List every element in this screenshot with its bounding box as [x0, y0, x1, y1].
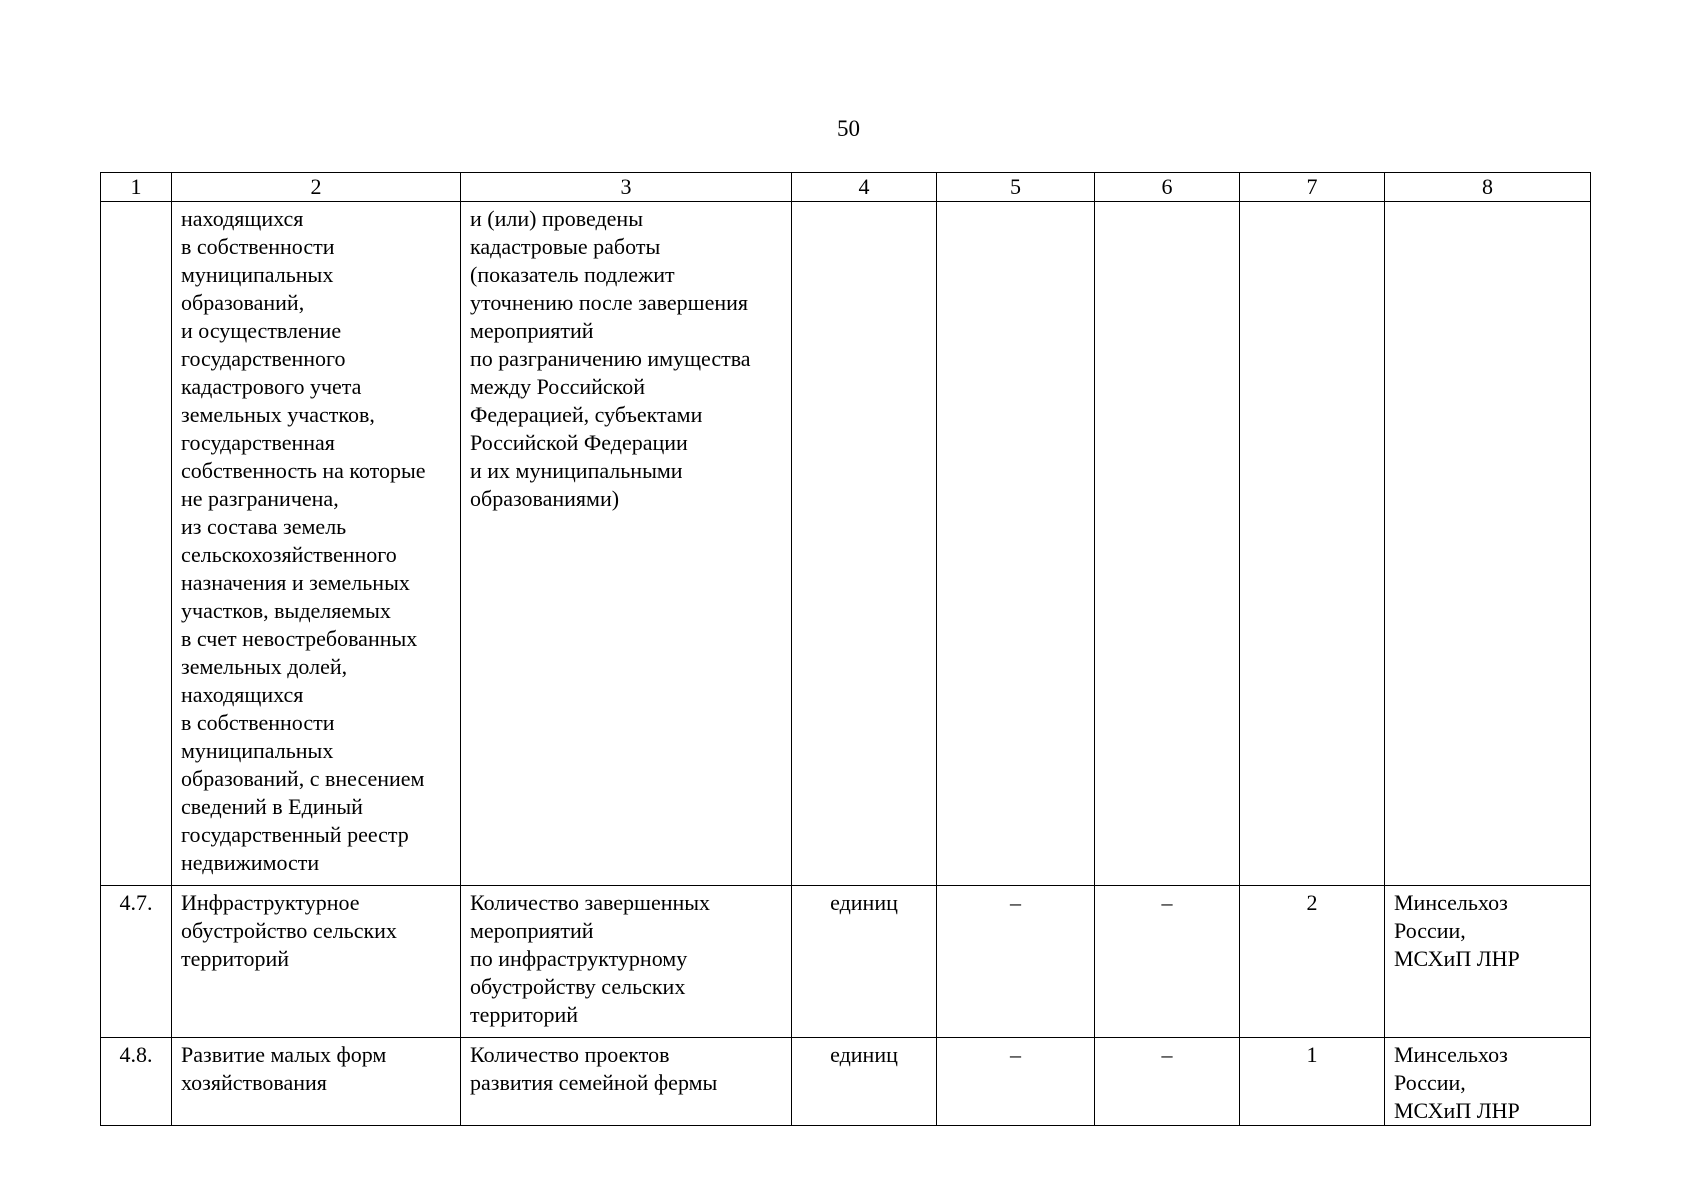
cell-responsible: Минсельхоз России, МСХиП ЛНР [1385, 1038, 1591, 1126]
indicators-table [100, 172, 1591, 1126]
cell-col6: – [1095, 886, 1240, 1038]
cell-unit [792, 202, 937, 886]
column-header-8: 8 [1385, 173, 1591, 202]
table-row [101, 1038, 1591, 1126]
page-number: 50 [837, 116, 860, 141]
cell-responsible: Минсельхоз России, МСХиП ЛНР [1385, 886, 1591, 1038]
cell-col5: – [937, 886, 1095, 1038]
cell-indicator: и (или) проведены кадастровые работы (показатель подлежит уточнению после завершения мероприятий по разграничению имущества между Российской Федерацией, субъектами Российской Федерации и их муниципальными образованиями) [461, 202, 792, 886]
cell-col7: 1 [1240, 1038, 1385, 1126]
cell-col7 [1240, 202, 1385, 886]
cell-col7: 2 [1240, 886, 1385, 1038]
column-header-7: 7 [1240, 173, 1385, 202]
column-header-2: 2 [172, 173, 461, 202]
cell-number: 4.7. [101, 886, 172, 1038]
cell-number [101, 202, 172, 886]
table-row [101, 886, 1591, 1038]
cell-event-name: находящихся в собственности муниципальных образований, и осуществление государственного кадастрового учета земельных участков, государственная собственность на которые не разграничена, из состава земель сельскохозяйственного назначения и земельных участков, выделяемых в счет невостребованных земельных долей, находящихся в собственности муниципальных образований, с внесением сведений в Единый государственный реестр недвижимости [172, 202, 461, 886]
cell-number: 4.8. [101, 1038, 172, 1126]
cell-event-name: Развитие малых форм хозяйствования [172, 1038, 461, 1126]
column-header-3: 3 [461, 173, 792, 202]
cell-unit: единиц [792, 886, 937, 1038]
cell-col6: – [1095, 1038, 1240, 1126]
column-header-5: 5 [937, 173, 1095, 202]
cell-indicator: Количество проектов развития семейной фермы [461, 1038, 792, 1126]
cell-col5: – [937, 1038, 1095, 1126]
cell-col5 [937, 202, 1095, 886]
column-number-header-row [101, 173, 1591, 202]
cell-event-name: Инфраструктурное обустройство сельских территорий [172, 886, 461, 1038]
column-header-6: 6 [1095, 173, 1240, 202]
cell-col6 [1095, 202, 1240, 886]
cell-responsible [1385, 202, 1591, 886]
cell-unit: единиц [792, 1038, 937, 1126]
table-row-continuation [101, 202, 1591, 886]
column-header-4: 4 [792, 173, 937, 202]
cell-indicator: Количество завершенных мероприятий по инфраструктурному обустройству сельских территорий [461, 886, 792, 1038]
column-header-1: 1 [101, 173, 172, 202]
